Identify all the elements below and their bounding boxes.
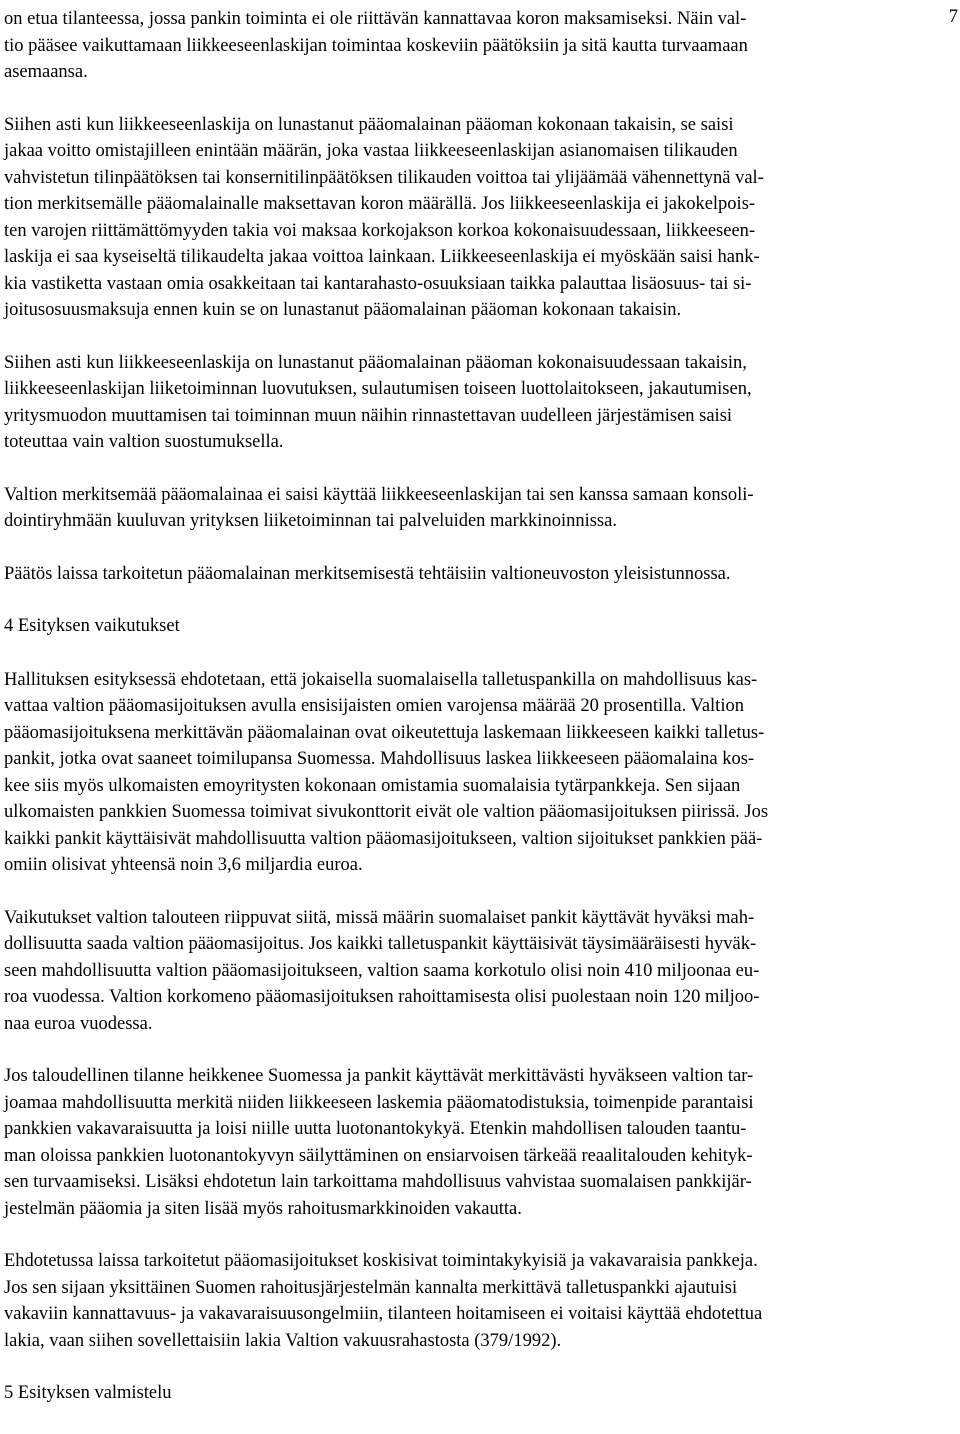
paragraph-solvent-banks: Ehdotetussa laissa tarkoitetut pääomasijoitukset koskisivat toimintakykyisiä ja vakavaraisia pankkeja. Jos sen sijaan yksittäinen Suomen rahoitusjärjestelmän kannalta merkittävä talletuspankki ajautuisi vakaviin kannattavuus- ja vakavaraisuusongelmiin, tilanteen hoitamiseen ei voitaisi käyttää ehdotettua lakia, vaan siihen sovellettaisiin lakia Valtion vakuusrahastosta (379/1992). bbox=[4, 1251, 763, 1351]
section-heading-effects: 4 Esityksen vaikutukset bbox=[4, 616, 180, 636]
paragraph-restructuring-consent: Siihen asti kun liikkeeseenlaskija on lunastanut pääomalainan pääoman kokonaisuudessaan takaisin, liikkeeseenlaskijan liiketoiminnan luovutuksen, sulautumisen toiseen luottolaitokseen, jakautumisen, yritysmuodon muuttamisen tai toiminnan muun näihin rinnastettavan uudelleen järjestämisen saisi toteuttaa vain valtion suostumuksella. bbox=[4, 352, 752, 452]
paragraph-profit-distribution: Siihen asti kun liikkeeseenlaskija on lunastanut pääomalainan pääoman kokonaan takaisin, se saisi jakaa voitto omistajilleen enintään määrän, joka vastaa liikkeeseenlaskijan asianomaisen tilikauden vahvistetun tilinpäätöksen tai konsernitilinpäätöksen tilikauden voittoa tai ylijäämää vähennettynä val- tion merkitsemälle pääomalainalle maksettavan koron määrällä. Jos liikkeeseenlaskija ei jakokelpois- ten varojen riittämättömyyden takia voi maksaa korkojakson korkoa kokonaisuudessaan, liikkeeseen- laskija ei saa kyseiseltä tilikaudelta jakaa voittoa lainkaan. Liikkeeseenlaskija ei myöskään saisi hank- kia vastiketta vastaan omia osakkeitaan tai kantarahasto-osuuksiaan taikka palauttaa lisäosuus- tai si- joitusosuusmaksuja ennen kuin se on lunastanut pääomalainan pääoman kokonaan takaisin. bbox=[4, 114, 764, 320]
document-body bbox=[4, 6, 940, 1434]
paragraph-interest-benefit: on etua tilanteessa, jossa pankin toiminta ei ole riittävän kannattavaa koron maksamiseksi. Näin val- tio pääsee vaikuttamaan liikkeeseenlaskijan toimintaa koskeviin päätöksiin ja sitä kautta turvaamaan asemaansa. bbox=[4, 9, 748, 82]
paragraph-fiscal-effects: Vaikutukset valtion talouteen riippuvat siitä, missä määrin suomalaiset pankit käyttävät hyväksi mah- dollisuutta saada valtion pääomasijoitus. Jos kaikki talletuspankit käyttäisivät täysimääräisesti hyväk- seen mahdollisuutta valtion pääomasijoitukseen, valtion saama korkotulo olisi noin 410 miljoonaa eu- roa vuodessa. Valtion korkomeno pääomasijoituksen rahoittamisesta olisi puolestaan noin 120 miljoo- naa euroa vuodessa. bbox=[4, 907, 760, 1034]
paragraph-economic-situation: Jos taloudellinen tilanne heikkenee Suomessa ja pankit käyttävät merkittävästi hyväkseen valtion tar- joamaa mahdollisuutta merkitä niiden liikkeeseen laskemia pääomatodistuksia, toimenpide parantaisi pankkien vakavaraisuutta ja loisi niille uutta luotonantokykyä. Etenkin mahdollisen talouden taantu- man oloissa pankkien luotonantokyvyn säilyttäminen on ensiarvoisen tärkeää reaalitalouden kehityk- sen turvaamiseksi. Lisäksi ehdotetun lain tarkoittama mahdollisuus vahvistaa suomalaisen pankkijär- jestelmän pääomia ja siten lisää myös rahoitusmarkkinoiden vakautta. bbox=[4, 1066, 754, 1219]
page-number: 7 bbox=[948, 7, 958, 27]
paragraph-capital-increase: Hallituksen esityksessä ehdotetaan, että jokaisella suomalaisella talletuspankilla on mahdollisuus kas- vattaa valtion pääomasijoituksen avulla ensisijaisten omien varojensa määrää 20 prosentilla. Valtion pääomasijoituksena merkittävän pääomalainan ovat oikeutettuja laskemaan liikkeeseen kaikki talletus- pankit, jotka ovat saaneet toimilupansa Suomessa. Mahdollisuus laskea liikkeeseen pääomalaina kos- kee siis myös ulkomaisten emoyritysten kokonaan omistamia suomalaisia tytärpankkeja. Sen sijaan ulkomaisten pankkien Suomessa toimivat sivukonttorit eivät ole valtion pääomasijoituksen piirissä. Jos kaikki pankit käyttäisivät mahdollisuutta valtion pääomasijoitukseen, valtion sijoitukset pankkien pää- omiin olisivat yhteensä noin 3,6 miljardia euroa. bbox=[4, 669, 769, 875]
section-heading-preparation: 5 Esityksen valmistelu bbox=[4, 1383, 172, 1403]
paragraph-government-decision: Päätös laissa tarkoitetun pääomalainan merkitsemisestä tehtäisiin valtioneuvoston yleisistunnossa. bbox=[4, 563, 731, 584]
paragraph-marketing-ban: Valtion merkitsemää pääomalainaa ei saisi käyttää liikkeeseenlaskijan tai sen kanssa samaan konsoli- dointiryhmään kuuluvan yrityksen liiketoiminnan tai palveluiden markkinoinnissa. bbox=[4, 484, 754, 531]
